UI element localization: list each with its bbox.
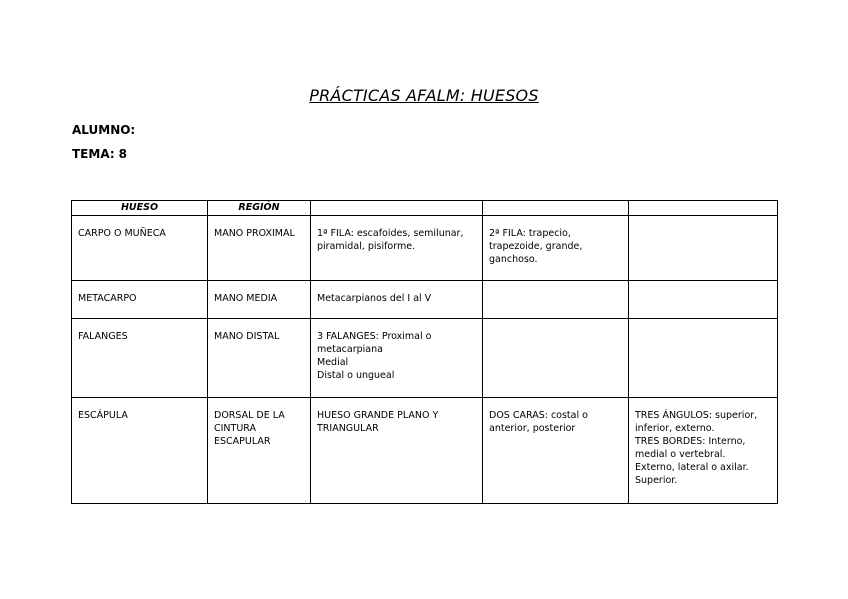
cell-hueso [72,216,208,281]
header-col3 [311,201,483,216]
cell-col3 [311,281,483,319]
cell-text [483,319,628,336]
table-row [72,281,778,319]
table-header-row [72,201,778,216]
cell-text: DORSAL DE LA CINTURA ESCAPULAR [214,410,285,447]
cell-text [483,281,628,298]
cell-line: Superior. [635,475,678,486]
cell-text: FALANGES [78,331,128,342]
table-row [72,319,778,398]
cell-col4 [483,319,629,398]
cell-region [208,319,311,398]
cell-text [629,216,777,233]
cell-col4 [483,398,629,504]
cell-hueso [72,319,208,398]
alumno-field [72,123,139,137]
cell-line: TRES ÁNGULOS: superior, inferior, externo. [635,410,758,434]
header-region: REGIÓN [208,201,311,216]
cell-text [311,319,482,388]
cell-hueso [72,398,208,504]
cell-text [629,319,777,336]
alumno-label: ALUMNO: [72,123,136,137]
cell-text: CARPO O MUÑECA [78,228,166,239]
cell-text: MANO PROXIMAL [214,228,295,239]
cell-line: Distal o ungueal [317,370,395,381]
cell-col4 [483,281,629,319]
cell-line: Externo, lateral o axilar. [635,462,749,473]
cell-hueso [72,281,208,319]
cell-text: METACARPO [78,293,137,304]
tema-field [72,147,127,161]
cell-col5 [629,216,778,281]
header-col4 [483,201,629,216]
bones-table [71,200,778,504]
cell-text: Metacarpianos del I al V [317,293,432,304]
header-hueso: HUESO [72,201,208,216]
cell-col3 [311,216,483,281]
cell-region [208,216,311,281]
cell-col5 [629,319,778,398]
cell-region [208,398,311,504]
cell-text: 1ª FILA: escafoides, semilunar, piramidal, pisiforme. [317,228,464,252]
table-row [72,398,778,504]
cell-col3 [311,319,483,398]
cell-col5 [629,398,778,504]
cell-text: 2ª FILA: trapecio, trapezoide, grande, ganchoso. [489,228,583,265]
cell-text: MANO MEDIA [214,293,278,304]
header-col5 [629,201,778,216]
tema-value: 8 [118,147,127,161]
cell-col3 [311,398,483,504]
cell-line: 3 FALANGES: Proximal o metacarpiana [317,331,432,355]
cell-col4 [483,216,629,281]
page-title: PRÁCTICAS AFALM: HUESOS [309,86,539,105]
cell-line: TRES BORDES: Interno, medial o vertebral. [635,436,746,460]
cell-text [629,398,777,493]
cell-line: Medial [317,357,349,368]
cell-text [629,281,777,298]
cell-text: MANO DISTAL [214,331,280,342]
cell-text: ESCÁPULA [78,410,128,421]
cell-region [208,281,311,319]
table-row [72,216,778,281]
tema-label: TEMA: [72,147,115,161]
cell-text: HUESO GRANDE PLANO Y TRIANGULAR [317,410,439,434]
cell-col5 [629,281,778,319]
cell-text: DOS CARAS: costal o anterior, posterior [489,410,588,434]
